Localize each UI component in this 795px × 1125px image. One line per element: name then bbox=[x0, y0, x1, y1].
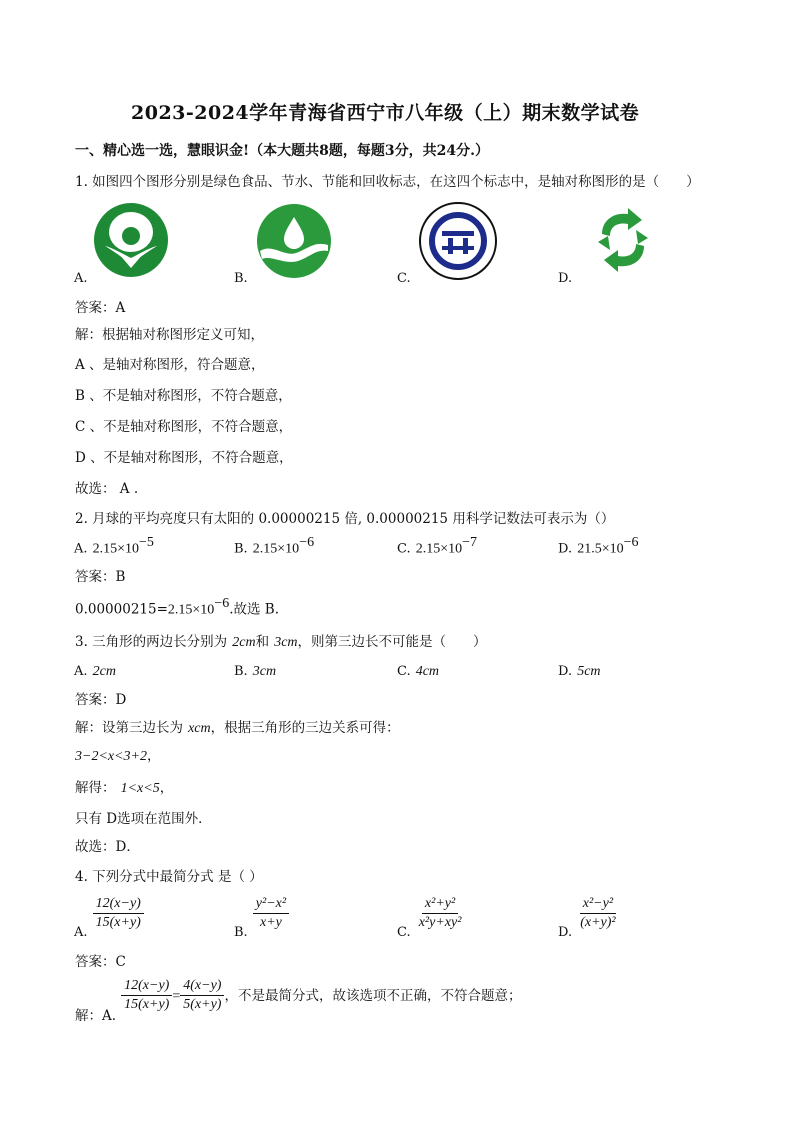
q3-solution-line: 3−2<x<3+2， bbox=[75, 748, 161, 764]
q3-solution-line: 只有 D选项在范围外． bbox=[75, 811, 212, 827]
q1-solution-line: 解：根据轴对称图形定义可知， bbox=[75, 327, 264, 343]
q1-answer: 答案：A bbox=[75, 300, 126, 316]
q1-option-d-label: D. bbox=[558, 271, 573, 286]
q4-option-b: $_{B.}$ $\frac{\text{y²−x²}}{x+y}$ bbox=[234, 896, 289, 940]
q1-option-a-label: A. bbox=[74, 271, 88, 286]
q3-option-c: C. 4cm bbox=[397, 664, 440, 679]
q1-conclusion: 故选： A . bbox=[75, 481, 139, 497]
energy-saving-logo bbox=[417, 200, 499, 286]
q2-answer: 答案：B bbox=[75, 569, 126, 585]
q4-option-c: $_{C.}$ $\frac{\text{x²+y²}}{\text{x²y+xy²}}$ bbox=[397, 896, 462, 940]
q1-solution-line: B 、不是轴对称图形，不符合题意， bbox=[75, 388, 292, 404]
q3-answer: 答案：D bbox=[75, 692, 127, 708]
q1-option-b-label: B. bbox=[234, 271, 248, 286]
q3-option-a: A. 2cm bbox=[74, 664, 116, 679]
q2-stem: 2. 月球的平均亮度只有太阳的 0.00000215 倍, 0.00000215 用科学记数法可表示为（） bbox=[75, 511, 615, 527]
q3-option-b: B. 3cm bbox=[234, 664, 277, 679]
q4-option-d: $_{D.}$ $\frac{\text{x²−y²}}{\text{(x+y)²}}$ bbox=[558, 896, 616, 940]
q2-option-d: D. $21.5\times 10^{-6}$ bbox=[558, 535, 639, 557]
q2-solution: $0.00000215=2.15\times 10^{-6}$.故选 B. bbox=[75, 596, 280, 618]
q3-conclusion: 故选：D． bbox=[75, 839, 140, 855]
q1-solution-line: C 、不是轴对称图形，不符合题意， bbox=[75, 419, 293, 435]
q4-answer: 答案：C bbox=[75, 954, 126, 970]
q1-solution-line: D 、不是轴对称图形，不符合题意， bbox=[75, 450, 293, 466]
q1-option-c-label: C. bbox=[397, 271, 411, 286]
green-food-logo bbox=[93, 202, 169, 282]
q3-option-d: D. 5cm bbox=[558, 664, 601, 679]
recycle-logo bbox=[592, 206, 654, 278]
section-heading: 一、精心选一选，慧眼识金!（本大题共8题，每题3分，共24分.） bbox=[75, 143, 489, 159]
q2-option-c: C. $2.15\times 10^{-7}$ bbox=[397, 535, 478, 557]
q2-option-b: B. $2.15\times 10^{-6}$ bbox=[234, 535, 315, 557]
page-title: 2023-2024学年青海省西宁市八年级（上）期末数学试卷 bbox=[131, 102, 640, 124]
q4-stem: 4. 下列分式中最简分式 是（ ） bbox=[75, 869, 263, 885]
q1-solution-line: A 、是轴对称图形，符合题意， bbox=[75, 357, 265, 373]
q4-option-a: $_{A.}$ $\frac{12(x-y)}{15(x+y)}$ bbox=[74, 896, 144, 940]
q4-solution-line: $_{解:A.}$ $\frac{12(x-y)}{15(x+y)}$ = $\frac{4(x-y)}{5(x+y)}$ ，不是最简分式，故该选项不正确，不符合题意； bbox=[75, 978, 522, 1024]
q3-solution-line: 解：设第三边长为 xcm，根据三角形的三边关系可得： bbox=[75, 720, 400, 736]
water-saving-logo bbox=[254, 203, 334, 283]
q3-solution-line: 解得： 1<x<5， bbox=[75, 780, 174, 796]
q2-option-a: A. $2.15\times 10^{-5}$ bbox=[74, 535, 154, 557]
q3-stem: 3. 三角形的两边长分别为 2cm和 3cm，则第三边长不可能是（ ） bbox=[75, 634, 487, 650]
q1-stem: 1. 如图四个图形分别是绿色食品、节水、节能和回收标志，在这四个标志中，是轴对称图形的是（ ） bbox=[75, 174, 700, 190]
